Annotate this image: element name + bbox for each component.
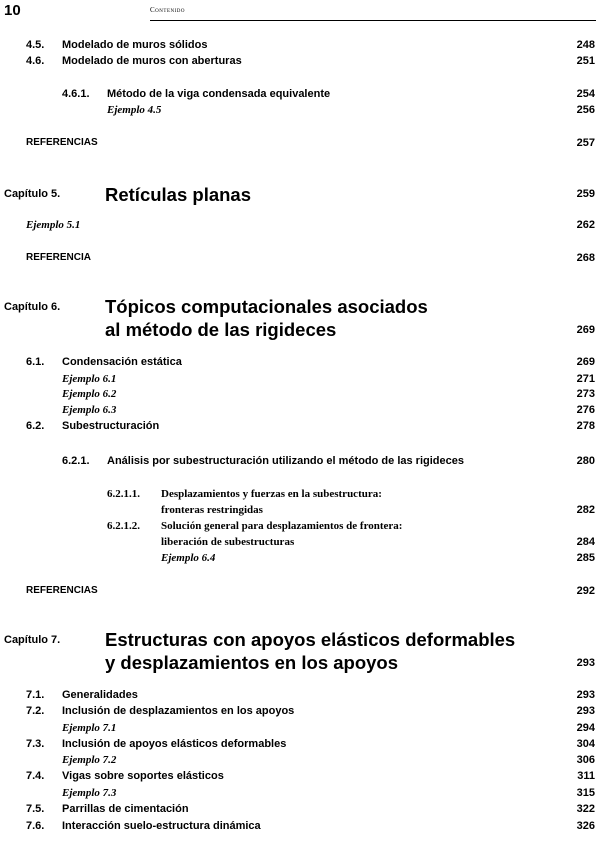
toc-entry[interactable]: [0, 88, 600, 103]
entry-number: 4.6.1.: [62, 88, 90, 100]
chapter-heading[interactable]: [0, 183, 600, 207]
entry-page: 315: [576, 787, 595, 799]
entry-page: 306: [576, 754, 595, 766]
chapter-title-line2: y desplazamientos en los apoyos: [105, 652, 399, 673]
entry-page: 293: [576, 705, 595, 717]
toc-entry[interactable]: [0, 373, 600, 388]
entry-title: Desplazamientos y fuerzas en la subestructura:: [161, 488, 382, 500]
chapter-label: Capítulo 7.: [4, 634, 61, 646]
entry-page: 257: [576, 137, 595, 149]
entry-title: Parrillas de cimentación: [62, 803, 189, 815]
example-title: Ejemplo 6.4: [161, 552, 216, 564]
toc-entry[interactable]: [0, 787, 600, 802]
entry-page: 276: [576, 404, 595, 416]
entry-number: 4.5.: [26, 39, 45, 51]
toc-entry[interactable]: [0, 39, 600, 54]
entry-page: 326: [576, 820, 595, 832]
chapter-page: 259: [576, 188, 595, 200]
toc-entry[interactable]: [0, 552, 600, 567]
entry-page: 293: [576, 689, 595, 701]
entry-title: Modelado de muros con aberturas: [62, 55, 242, 67]
entry-page: 278: [576, 420, 595, 432]
entry-page: 311: [577, 770, 595, 782]
entry-title-line2: fronteras restringidas: [161, 504, 263, 516]
chapter-heading[interactable]: [0, 628, 600, 676]
header-rule: [150, 20, 596, 21]
entry-page: 269: [576, 356, 595, 368]
entry-page: 251: [576, 55, 595, 67]
entry-title: Vigas sobre soportes elásticos: [62, 770, 224, 782]
entry-number: 6.2.1.: [62, 455, 90, 467]
entry-page: 322: [576, 803, 595, 815]
toc-entry[interactable]: [0, 705, 600, 720]
references-title: REFERENCIAS: [26, 137, 98, 148]
entry-page: 285: [576, 552, 595, 564]
chapter-page: 269: [576, 324, 595, 336]
example-title: Ejemplo 5.1: [26, 219, 81, 231]
chapter-title: Retículas planas: [105, 184, 252, 205]
entry-number: 6.2.: [26, 420, 45, 432]
entry-title: Subestructuración: [62, 420, 160, 432]
references-title: REFERENCIA: [26, 252, 92, 263]
chapter-heading[interactable]: [0, 295, 600, 343]
toc-entry[interactable]: [0, 404, 600, 419]
references-title: REFERENCIAS: [26, 585, 98, 596]
entry-title: Método de la viga condensada equivalente: [107, 88, 331, 100]
entry-number: 7.3.: [26, 738, 45, 750]
entry-number: 6.2.1.1.: [107, 488, 140, 500]
entry-page: 273: [576, 388, 595, 400]
entry-number: 7.1.: [26, 689, 45, 701]
toc-entry[interactable]: [0, 770, 600, 785]
toc-entry[interactable]: [0, 488, 600, 520]
entry-page: 294: [576, 722, 595, 734]
entry-title-line2: liberación de subestructuras: [161, 536, 295, 548]
toc-entry[interactable]: [0, 252, 600, 267]
toc-entry[interactable]: [0, 722, 600, 737]
example-title: Ejemplo 6.1: [62, 373, 117, 385]
entry-page: 262: [576, 219, 595, 231]
toc-entry[interactable]: [0, 420, 600, 435]
toc-entry[interactable]: [0, 219, 600, 234]
chapter-label: Capítulo 5.: [4, 188, 61, 200]
entry-title: Inclusión de apoyos elásticos deformables: [62, 738, 287, 750]
entry-title: Análisis por subestructuración utilizando el método de las rigideces: [107, 455, 464, 467]
toc-entry[interactable]: [0, 388, 600, 403]
example-title: Ejemplo 7.1: [62, 722, 117, 734]
toc-entry[interactable]: [0, 803, 600, 818]
entry-number: 6.2.1.2.: [107, 520, 140, 532]
entry-title: Generalidades: [62, 689, 138, 701]
toc-entry[interactable]: [0, 137, 600, 152]
entry-page: 280: [576, 455, 595, 467]
entry-page: 256: [576, 104, 595, 116]
toc-entry[interactable]: [0, 820, 600, 835]
chapter-label: Capítulo 6.: [4, 301, 61, 313]
running-head: Contenido: [150, 6, 185, 14]
entry-number: 7.6.: [26, 820, 45, 832]
example-title: Ejemplo 7.3: [62, 787, 117, 799]
toc-entry[interactable]: [0, 738, 600, 753]
entry-title: Inclusión de desplazamientos en los apoyos: [62, 705, 295, 717]
toc-entry[interactable]: [0, 689, 600, 704]
entry-page: 254: [576, 88, 595, 100]
entry-page: 304: [576, 738, 595, 750]
entry-number: 7.5.: [26, 803, 45, 815]
chapter-page: 293: [576, 657, 595, 669]
toc-entry[interactable]: [0, 754, 600, 769]
entry-page: 268: [576, 252, 595, 264]
entry-page: 248: [576, 39, 595, 51]
entry-page: 292: [576, 585, 595, 597]
entry-page: 282: [576, 504, 595, 516]
entry-page: 271: [576, 373, 595, 385]
entry-number: 4.6.: [26, 55, 45, 67]
page-number: 10: [4, 2, 21, 19]
entry-title: Condensación estática: [62, 356, 182, 368]
example-title: Ejemplo 7.2: [62, 754, 117, 766]
toc-entry[interactable]: [0, 520, 600, 552]
example-title: Ejemplo 6.2: [62, 388, 117, 400]
chapter-title: Tópicos computacionales asociados: [105, 296, 428, 317]
chapter-title: Estructuras con apoyos elásticos deformables: [105, 629, 516, 650]
entry-page: 284: [576, 536, 595, 548]
toc-entry[interactable]: [0, 356, 600, 371]
chapter-title-line2: al método de las rigideces: [105, 319, 337, 340]
toc-entry[interactable]: [0, 104, 600, 119]
example-title: Ejemplo 6.3: [62, 404, 117, 416]
entry-title: Interacción suelo-estructura dinámica: [62, 820, 261, 832]
entry-number: 7.2.: [26, 705, 45, 717]
toc-entry[interactable]: [0, 585, 600, 600]
entry-number: 6.1.: [26, 356, 45, 368]
toc-entry[interactable]: [0, 55, 600, 70]
entry-title: Solución general para desplazamientos de frontera:: [161, 520, 403, 532]
entry-number: 7.4.: [26, 770, 45, 782]
entry-title: Modelado de muros sólidos: [62, 39, 208, 51]
toc-entry[interactable]: [0, 455, 600, 470]
example-title: Ejemplo 4.5: [107, 104, 162, 116]
